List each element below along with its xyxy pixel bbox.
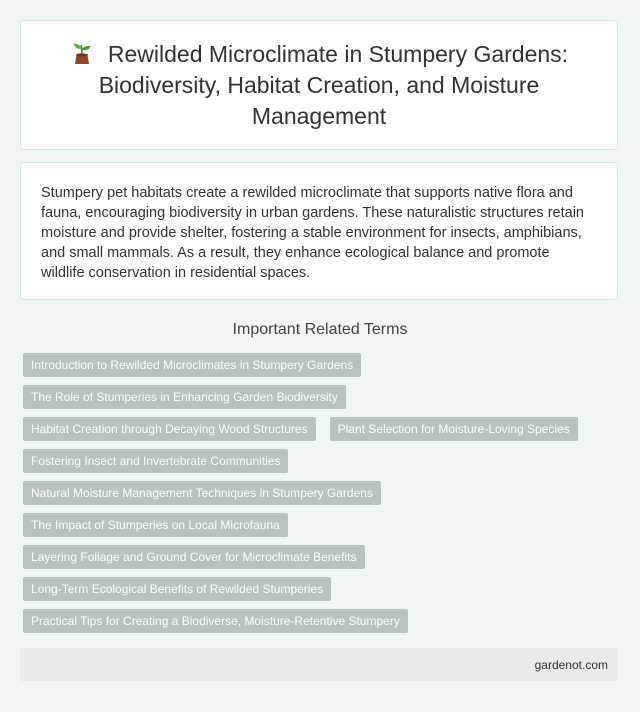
footer: [20, 648, 618, 681]
related-term-tag[interactable]: Long-Term Ecological Benefits of Rewilded Stumperies: [23, 577, 331, 601]
description-text: Stumpery pet habitats create a rewilded microclimate that supports native flora and fauna, encouraging biodiversity in urban gardens. These naturalistic structures retain moisture and provide shelter, fostering a stable environment for insects, amphibians, and small mammals. As a result, they enhance ecological balance and promote wildlife conservation in residential spaces.: [41, 185, 584, 281]
related-term-tag[interactable]: The Impact of Stumperies on Local Microfauna: [23, 513, 288, 537]
related-term-tag[interactable]: Introduction to Rewilded Microclimates in Stumpery Gardens: [23, 353, 361, 377]
related-terms-list: [23, 353, 603, 633]
related-term-tag[interactable]: The Role of Stumperies in Enhancing Garden Biodiversity: [23, 385, 346, 409]
page-title: [51, 39, 587, 132]
title-card: [20, 20, 618, 150]
footer-site-name: gardenot.com: [534, 657, 608, 672]
page-title-text: Rewilded Microclimate in Stumpery Gardens: Biodiversity, Habitat Creation, and Moisture Management: [98, 40, 569, 129]
related-term-tag[interactable]: Plant Selection for Moisture-Loving Species: [330, 417, 578, 441]
sprout-icon: [70, 40, 94, 64]
related-term-tag[interactable]: Habitat Creation through Decaying Wood Structures: [23, 417, 316, 441]
description-card: [20, 162, 618, 300]
related-term-tag[interactable]: Practical Tips for Creating a Biodiverse, Moisture-Retentive Stumpery: [23, 609, 408, 633]
related-term-tag[interactable]: Natural Moisture Management Techniques in Stumpery Gardens: [23, 481, 381, 505]
related-term-tag[interactable]: Layering Foliage and Ground Cover for Microclimate Benefits: [23, 545, 365, 569]
related-term-tag[interactable]: Fostering Insect and Invertebrate Communities: [23, 449, 288, 473]
related-terms-heading: Important Related Terms: [232, 321, 408, 338]
